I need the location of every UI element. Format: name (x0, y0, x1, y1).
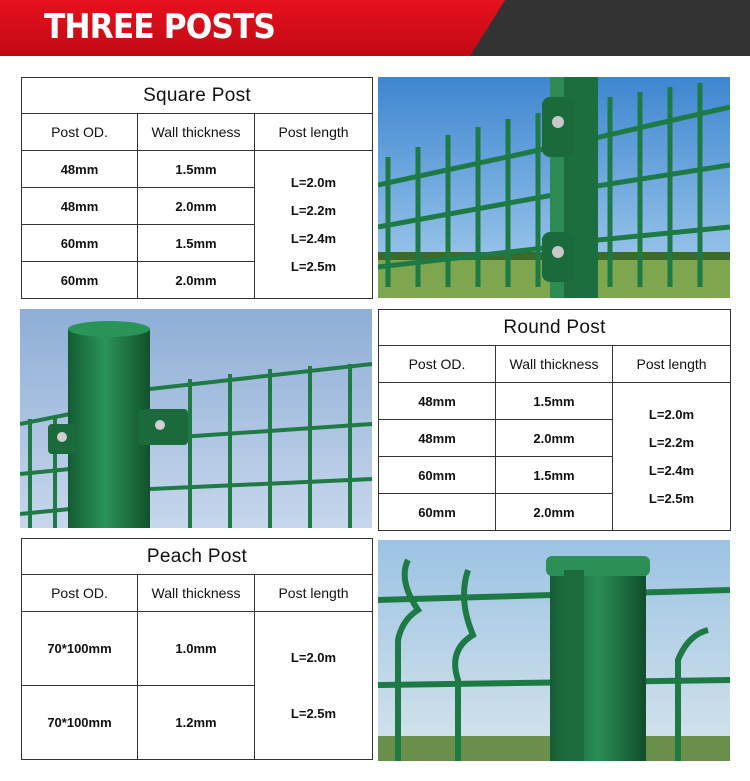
length-value: L=2.5m (290, 258, 337, 274)
column-header: Post OD. (22, 575, 138, 612)
column-header: Post length (255, 114, 373, 151)
table-title: Round Post (379, 310, 731, 346)
table-cell: 60mm (22, 262, 138, 299)
length-value: L=2.0m (290, 174, 337, 190)
table-title: Square Post (22, 78, 373, 114)
table-cell: 2.0mm (138, 262, 255, 299)
length-value: L=2.5m (290, 705, 337, 721)
table-cell: 48mm (22, 151, 138, 188)
square-post-photo (378, 77, 730, 298)
column-header: Wall thickness (138, 575, 255, 612)
column-header: Post length (255, 575, 373, 612)
square-post-table (21, 77, 373, 299)
column-header: Post OD. (379, 346, 496, 383)
peach-post-photo (378, 540, 730, 761)
length-value: L=2.0m (648, 406, 695, 422)
column-header: Wall thickness (138, 114, 255, 151)
length-cell (613, 383, 731, 531)
table-cell: 48mm (379, 420, 496, 457)
table-cell: 2.0mm (138, 188, 255, 225)
table-cell: 60mm (22, 225, 138, 262)
table-cell: 2.0mm (496, 420, 613, 457)
length-value: L=2.4m (648, 462, 695, 478)
table-cell: 1.5mm (496, 457, 613, 494)
table-cell: 1.2mm (138, 686, 255, 760)
length-value: L=2.4m (290, 230, 337, 246)
header-banner (0, 0, 750, 56)
table-cell: 60mm (379, 494, 496, 531)
table-cell: 1.0mm (138, 612, 255, 686)
table-cell: 1.5mm (138, 151, 255, 188)
length-value: L=2.0m (290, 649, 337, 665)
column-header: Post OD. (22, 114, 138, 151)
table-cell: 2.0mm (496, 494, 613, 531)
length-value: L=2.2m (648, 434, 695, 450)
table-title: Peach Post (22, 539, 373, 575)
column-header: Post length (613, 346, 731, 383)
round-post-photo (20, 309, 372, 528)
table-cell: 70*100mm (22, 686, 138, 760)
table-cell: 48mm (379, 383, 496, 420)
length-cell (255, 151, 373, 299)
page-title: THREE POSTS (44, 7, 276, 47)
length-cell (255, 612, 373, 760)
length-value: L=2.2m (290, 202, 337, 218)
peach-post-table (21, 538, 373, 760)
round-post-table (378, 309, 731, 531)
table-cell: 60mm (379, 457, 496, 494)
column-header: Wall thickness (496, 346, 613, 383)
table-cell: 1.5mm (138, 225, 255, 262)
table-cell: 1.5mm (496, 383, 613, 420)
table-cell: 48mm (22, 188, 138, 225)
table-cell: 70*100mm (22, 612, 138, 686)
length-value: L=2.5m (648, 490, 695, 506)
